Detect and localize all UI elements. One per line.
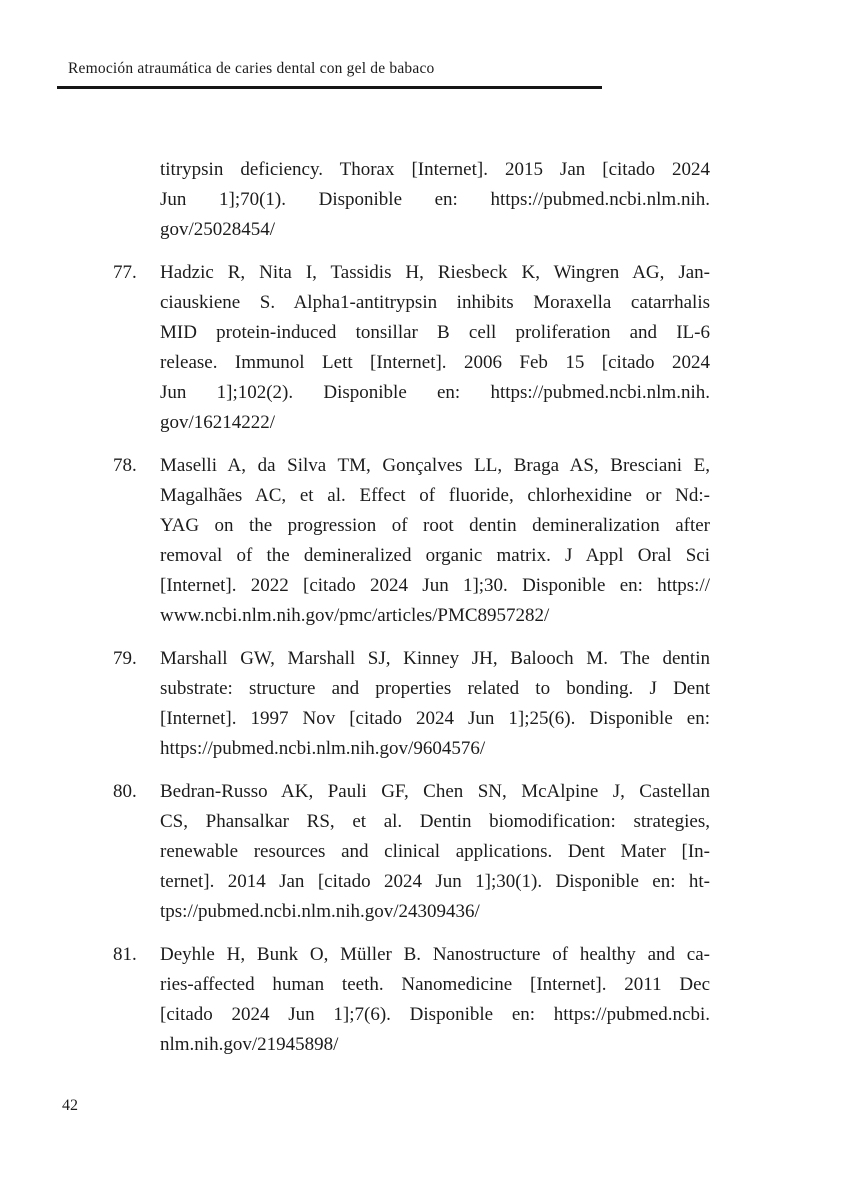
reference-number (113, 155, 160, 245)
reference-line: nlm.nih.gov/21945898/ (160, 1034, 339, 1055)
reference-item (113, 777, 710, 927)
reference-line: Deyhle H, Bunk O, Müller B. Nanostructure of healthy and ca- (160, 944, 710, 965)
reference-text (160, 155, 710, 245)
reference-line: gov/25028454/ (160, 219, 276, 240)
reference-line: CS, Phansalkar RS, et al. Dentin biomodification: strategies, (160, 811, 710, 832)
reference-line: Marshall GW, Marshall SJ, Kinney JH, Balooch M. The dentin (160, 648, 710, 669)
reference-line: [Internet]. 2022 [citado 2024 Jun 1];30. Disponible en: https:// (160, 575, 710, 596)
reference-text (160, 451, 710, 631)
running-header-title: Remoción atraumática de caries dental con gel de babaco (68, 60, 435, 77)
page-number: 42 (62, 1097, 78, 1114)
reference-line: ternet]. 2014 Jan [citado 2024 Jun 1];30(1). Disponible en: ht- (160, 871, 710, 892)
reference-line: Jun 1];102(2). Disponible en: https://pubmed.ncbi.nlm.nih. (160, 382, 710, 403)
reference-line: YAG on the progression of root dentin demineralization after (160, 515, 710, 536)
references-list (113, 155, 710, 1073)
reference-line: removal of the demineralized organic matrix. J Appl Oral Sci (160, 545, 710, 566)
reference-number: 79. (113, 648, 137, 669)
reference-item (113, 644, 710, 764)
header-rule (57, 86, 602, 89)
reference-line: [citado 2024 Jun 1];7(6). Disponible en: https://pubmed.ncbi. (160, 1004, 710, 1025)
reference-line: renewable resources and clinical applications. Dent Mater [In- (160, 841, 710, 862)
reference-text (160, 258, 710, 438)
reference-line: www.ncbi.nlm.nih.gov/pmc/articles/PMC8957282/ (160, 605, 550, 626)
reference-line: release. Immunol Lett [Internet]. 2006 Feb 15 [citado 2024 (160, 352, 710, 373)
reference-item (113, 155, 710, 245)
reference-item (113, 940, 710, 1060)
reference-item (113, 258, 710, 438)
reference-item (113, 451, 710, 631)
reference-line: Bedran-Russo AK, Pauli GF, Chen SN, McAlpine J, Castellan (160, 781, 710, 802)
reference-number: 80. (113, 781, 137, 802)
reference-line: substrate: structure and properties related to bonding. J Dent (160, 678, 710, 699)
reference-line: gov/16214222/ (160, 412, 276, 433)
reference-text (160, 940, 710, 1060)
reference-line: tps://pubmed.ncbi.nlm.nih.gov/24309436/ (160, 901, 480, 922)
reference-line: Maselli A, da Silva TM, Gonçalves LL, Braga AS, Bresciani E, (160, 455, 710, 476)
reference-line: ries-affected human teeth. Nanomedicine [Internet]. 2011 Dec (160, 974, 710, 995)
reference-line: Jun 1];70(1). Disponible en: https://pubmed.ncbi.nlm.nih. (160, 189, 710, 210)
reference-text (160, 777, 710, 927)
reference-line: titrypsin deficiency. Thorax [Internet]. 2015 Jan [citado 2024 (160, 159, 710, 180)
reference-number: 77. (113, 262, 137, 283)
reference-line: [Internet]. 1997 Nov [citado 2024 Jun 1];25(6). Disponible en: (160, 708, 710, 729)
reference-line: Hadzic R, Nita I, Tassidis H, Riesbeck K, Wingren AG, Jan- (160, 262, 710, 283)
reference-text (160, 644, 710, 764)
reference-number: 81. (113, 944, 137, 965)
reference-number: 78. (113, 455, 137, 476)
reference-line: ciauskiene S. Alpha1-antitrypsin inhibits Moraxella catarrhalis (160, 292, 710, 313)
reference-line: MID protein-induced tonsillar B cell proliferation and IL-6 (160, 322, 710, 343)
reference-line: Magalhães AC, et al. Effect of fluoride, chlorhexidine or Nd:- (160, 485, 710, 506)
reference-line: https://pubmed.ncbi.nlm.nih.gov/9604576/ (160, 738, 486, 759)
